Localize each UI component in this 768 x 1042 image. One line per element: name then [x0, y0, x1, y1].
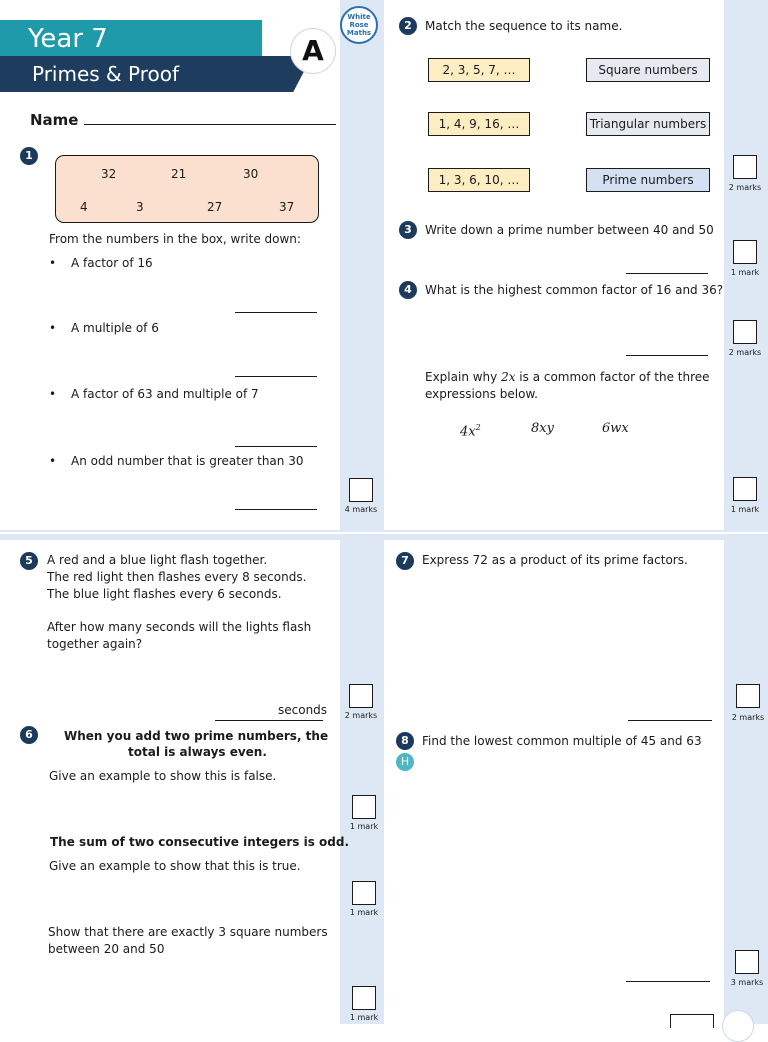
- marks-label: 2 marks: [344, 711, 378, 720]
- question-number: 8: [396, 732, 414, 750]
- answer-line[interactable]: [626, 273, 708, 274]
- q4-explain-line: expressions below.: [425, 387, 538, 401]
- box-number: 37: [279, 200, 295, 214]
- set-letter: A: [302, 34, 324, 67]
- sequence-box[interactable]: 1, 4, 9, 16, …: [428, 112, 530, 136]
- q4-explain-post: is a common factor of the three: [515, 370, 710, 384]
- higher-badge: H: [396, 753, 414, 771]
- mark-box[interactable]: [736, 684, 760, 708]
- bullet-icon: •: [49, 387, 57, 401]
- q5-line: The red light then flashes every 8 seconds.: [47, 570, 307, 584]
- mark-box[interactable]: [733, 240, 757, 264]
- answer-line[interactable]: [626, 355, 708, 356]
- marks-label: 1 mark: [730, 268, 760, 277]
- marks-label: 1 mark: [349, 908, 379, 917]
- q3-prompt: Write down a prime number between 40 and 50: [425, 223, 714, 237]
- name-field[interactable]: [84, 124, 336, 125]
- expression-base: 4x: [460, 424, 476, 440]
- sequence-name-box[interactable]: Square numbers: [586, 58, 710, 82]
- q5-line: A red and a blue light flash together.: [47, 553, 268, 567]
- mark-box[interactable]: [733, 155, 757, 179]
- marks-label: 1 mark: [730, 505, 760, 514]
- set-letter-badge: [290, 28, 336, 74]
- sequence-name-box[interactable]: Triangular numbers: [586, 112, 710, 136]
- question-number: 6: [20, 726, 38, 744]
- q1-part: A factor of 16: [71, 256, 153, 270]
- box-number: 21: [171, 167, 187, 181]
- mark-box[interactable]: [735, 950, 759, 974]
- logo-line: Rose: [349, 21, 369, 29]
- question-number: 2: [399, 17, 417, 35]
- question-number: 1: [20, 147, 38, 165]
- box-number: 27: [207, 200, 223, 214]
- question-number: 5: [20, 552, 38, 570]
- question-number: 7: [396, 552, 414, 570]
- marks-label: 2 marks: [731, 713, 765, 722]
- expression: [460, 419, 481, 440]
- q1-part: An odd number that is greater than 30: [71, 454, 304, 468]
- answer-line[interactable]: [235, 509, 317, 510]
- box-number: 3: [136, 200, 144, 214]
- box-number: 30: [243, 167, 259, 181]
- q5-question: together again?: [47, 637, 143, 651]
- answer-line[interactable]: [235, 376, 317, 377]
- marks-label: 1 mark: [349, 1013, 379, 1022]
- box-number: 4: [80, 200, 88, 214]
- sequence-box[interactable]: 2, 3, 5, 7, …: [428, 58, 530, 82]
- logo-line: White: [347, 13, 371, 21]
- marks-label: 4 marks: [344, 505, 378, 514]
- q4-explain-pre: Explain why: [425, 370, 502, 384]
- q1-part: A multiple of 6: [71, 321, 159, 335]
- mark-box[interactable]: [733, 320, 757, 344]
- q7-prompt: Express 72 as a product of its prime factors.: [422, 553, 688, 567]
- white-rose-logo: [340, 6, 378, 44]
- q6-prompt: between 20 and 50: [48, 942, 165, 956]
- mark-box[interactable]: [733, 477, 757, 501]
- marks-label: 2 marks: [728, 183, 762, 192]
- sequence-name-box[interactable]: Prime numbers: [586, 168, 710, 192]
- section-divider: [0, 532, 768, 534]
- answer-line[interactable]: [235, 312, 317, 313]
- q1-part: A factor of 63 and multiple of 7: [71, 387, 259, 401]
- answer-line[interactable]: [626, 981, 710, 982]
- q2-prompt: Match the sequence to its name.: [425, 19, 623, 33]
- mark-box[interactable]: [349, 684, 373, 708]
- answer-line[interactable]: [215, 720, 323, 721]
- expression: 8xy: [531, 421, 554, 436]
- marks-label: 2 marks: [728, 348, 762, 357]
- box-number: 32: [101, 167, 117, 181]
- q8-prompt: Find the lowest common multiple of 45 and 63: [422, 734, 702, 748]
- footer-box: [670, 1014, 714, 1028]
- sequence-box[interactable]: 1, 3, 6, 10, …: [428, 168, 530, 192]
- bullet-icon: •: [49, 321, 57, 335]
- name-label: Name: [30, 111, 79, 129]
- footer-badge: [722, 1010, 754, 1042]
- q6-statement: The sum of two consecutive integers is odd.: [50, 835, 350, 849]
- q4-explain-var: 2x: [501, 370, 516, 384]
- question-number: 3: [399, 221, 417, 239]
- expression: 6wx: [602, 421, 629, 436]
- topic-title: Primes & Proof: [32, 62, 180, 86]
- expression-exponent: 2: [475, 423, 481, 432]
- q4-explain-line: [425, 369, 710, 386]
- year-title: Year 7: [28, 24, 108, 54]
- marks-label: 1 mark: [349, 822, 379, 831]
- q6-prompt: Give an example to show this is false.: [49, 769, 277, 783]
- answer-line[interactable]: [235, 446, 317, 447]
- question-number: 4: [399, 281, 417, 299]
- mark-box[interactable]: [352, 986, 376, 1010]
- mark-box[interactable]: [352, 795, 376, 819]
- logo-line: Maths: [346, 29, 372, 37]
- q6-statement: When you add two prime numbers, the: [64, 729, 329, 743]
- bullet-icon: •: [49, 454, 57, 468]
- q5-question: After how many seconds will the lights flash: [47, 620, 312, 634]
- q4-prompt: What is the highest common factor of 16 and 36?: [425, 283, 724, 297]
- answer-line[interactable]: [628, 720, 712, 721]
- mark-box[interactable]: [352, 881, 376, 905]
- bullet-icon: •: [49, 256, 57, 270]
- mark-box[interactable]: [349, 478, 373, 502]
- q5-line: The blue light flashes every 6 seconds.: [47, 587, 282, 601]
- q6-statement: total is always even.: [128, 745, 267, 759]
- marks-label: 3 marks: [730, 978, 764, 987]
- q6-prompt: Show that there are exactly 3 square numbers: [48, 925, 328, 939]
- q1-instruction: From the numbers in the box, write down:: [49, 232, 301, 246]
- q6-prompt: Give an example to show that this is true.: [49, 859, 301, 873]
- unit-label: seconds: [278, 703, 328, 717]
